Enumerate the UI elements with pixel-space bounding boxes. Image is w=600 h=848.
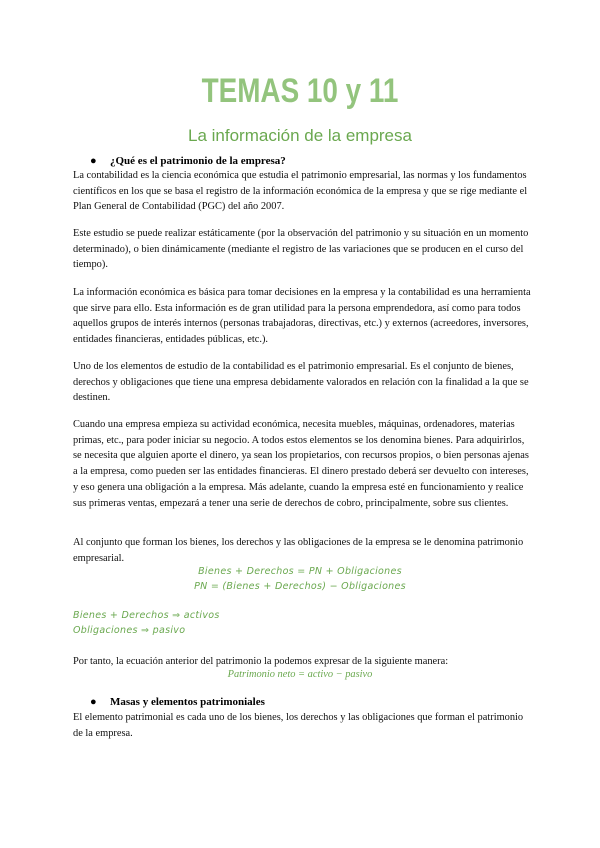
equation: PN = (Bienes + Derechos) − Obligaciones [194,581,406,592]
paragraph: Uno de los elementos de estudio de la contabilidad es el patrimonio empresarial. Es el conjunto de bienes, derechos y obligaciones que tiene una empresa debidamente valorados en relación con la finalidad a la que se destinen. [73,361,529,404]
paragraph: Al conjunto que forman los bienes, los derechos y las obligaciones de la empresa se le denomina patrimonio empresarial. [73,537,524,564]
section-heading [90,155,286,167]
paragraph: La contabilidad es la ciencia económica que estudia el patrimonio empresarial, las normas y los fundamentos científicos en los que se basa el registro de la información económica de la empresa y que se rige mediante el Plan General de Contabilidad (PGC) del año 2007. [73,170,528,213]
equation: Obligaciones ⇒ pasivo [73,625,186,636]
bullet-icon: ● [90,696,97,708]
equation: Bienes + Derechos ⇒ activos [73,610,220,621]
bullet-icon: ● [90,155,97,167]
paragraph: La información económica es básica para tomar decisiones en la empresa y la contabilidad es una herramienta que sirve para ello. Esta información es de gran utilidad para la persona emprendedora, así como para todos aquellos grupos de interés internos (personas trabajadoras, directivas, etc.) y externos (acreedores, inversores, entidades financieras, entidades públicas, etc.). [73,287,531,346]
page-title: TEMAS 10 y 11 [201,72,399,110]
equation: Patrimonio neto = activo − pasivo [227,669,373,680]
section-heading-text: Masas y elementos patrimoniales [110,696,265,708]
page-subtitle: La información de la empresa [188,126,412,145]
paragraph: Por tanto, la ecuación anterior del patrimonio la podemos expresar de la siguiente manera: [73,656,449,667]
paragraph: Cuando una empresa empieza su actividad económica, necesita muebles, máquinas, ordenadores, materias primas, etc., para poder iniciar su negocio. A todos estos elementos se los denomina bienes. Para adquirirlos, se necesita que alguien aporte el dinero, ya sean los propietarios, con recursos propios, o bien personas ajenas a la empresa, como pueden ser las entidades financieras. El dinero prestado deberá ser devuelto con intereses, y eso genera una obligación a la empresa. Más adelante, cuando la empresa esté en funcionamiento y realice sus primeras ventas, empezará a tener una serie de derechos de cobro, principalmente, sobre sus clientes. [73,419,529,509]
paragraph: El elemento patrimonial es cada uno de los bienes, los derechos y las obligaciones que forman el patrimonio de la empresa. [73,712,524,739]
paragraph: Este estudio se puede realizar estáticamente (por la observación del patrimonio y su situación en un momento determinado), o bien dinámicamente (mediante el registro de las variaciones que se producen en el curso del tiempo). [73,228,529,271]
section-heading [90,696,265,708]
equation: Bienes + Derechos = PN + Obligaciones [198,566,402,577]
section-heading-text: ¿Qué es el patrimonio de la empresa? [110,155,286,167]
